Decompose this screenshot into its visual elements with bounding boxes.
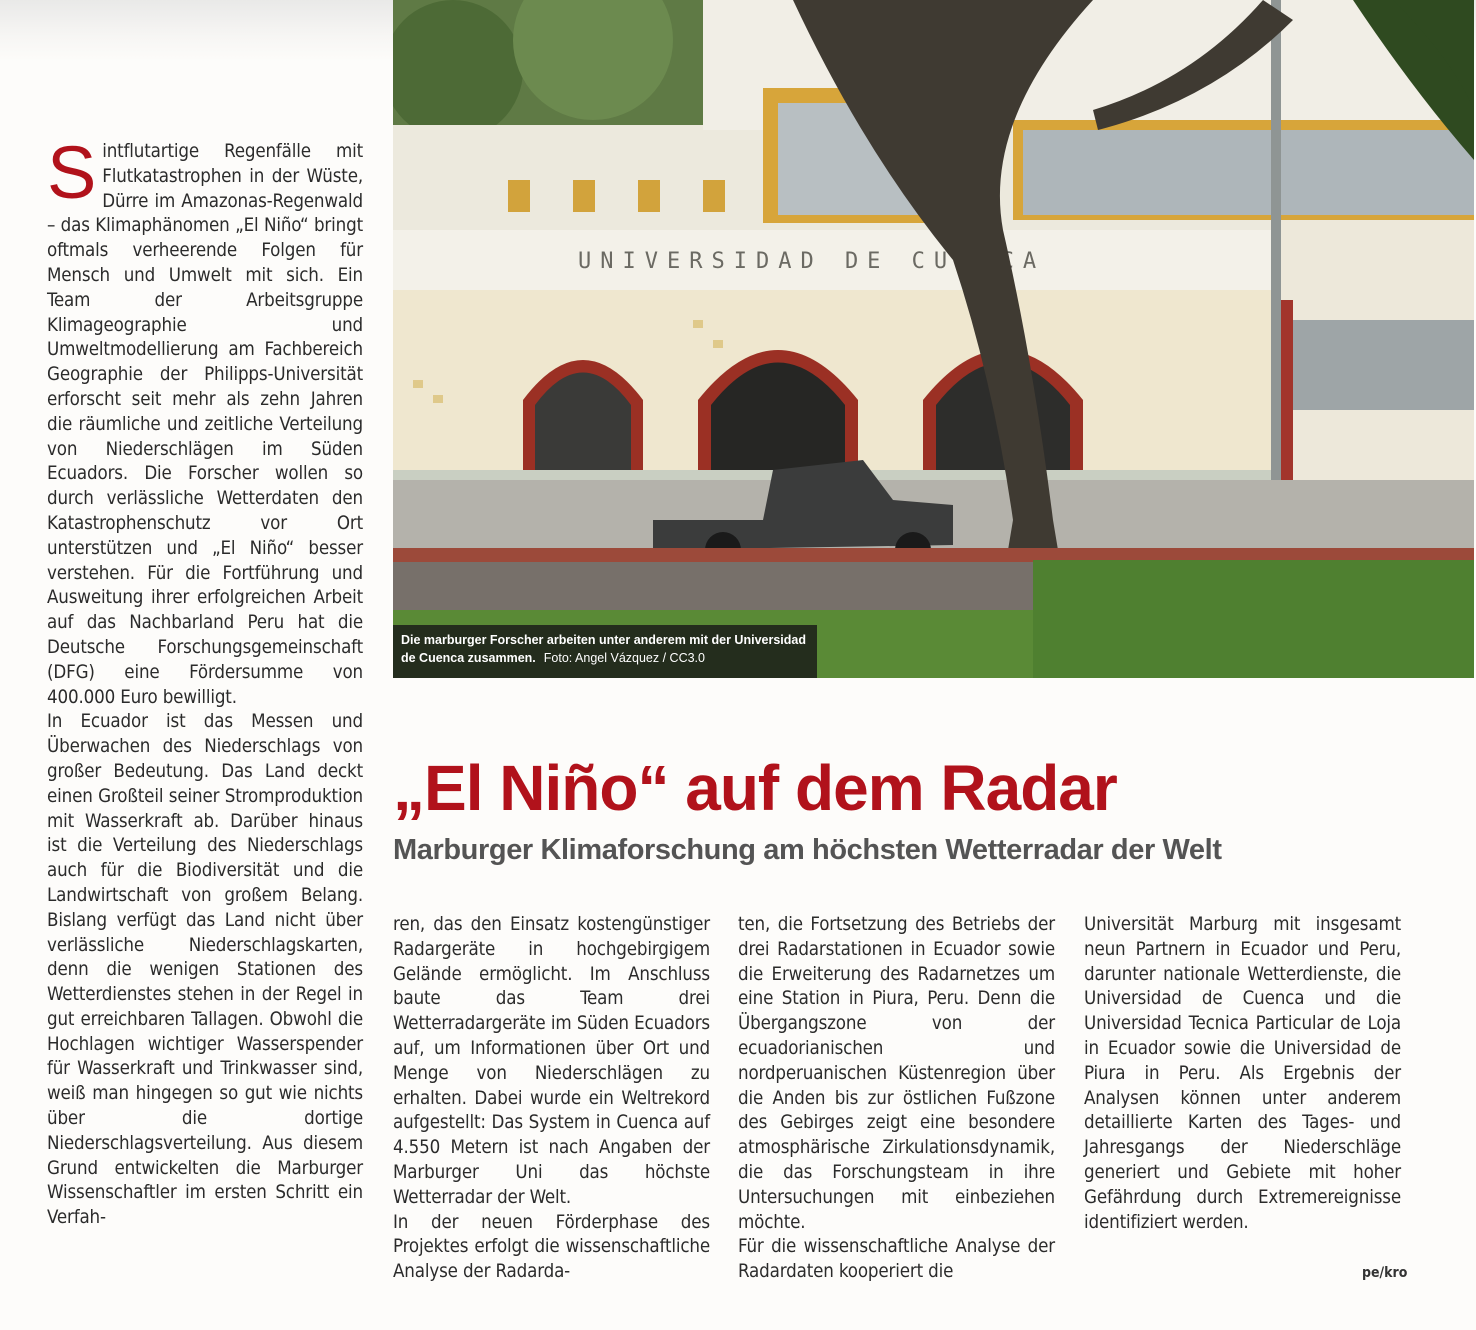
building-sign: UNIVERSIDAD DE CUENCA xyxy=(578,249,1046,274)
article-column-3 xyxy=(738,913,1055,1285)
article-photo xyxy=(393,0,1474,678)
article-column-1 xyxy=(47,131,363,1231)
paragraph: ren, das den Einsatz kostengünstiger Radargeräte in hochgebirgigem Gelände ermöglicht. Im Anschluss baute das Team drei Wetterradargeräte im Süden Ecuadors auf, um Informationen über Ort und Menge von Niederschlägen zu erhalten. Dabei wurde ein Weltrekord aufgestellt: Das System in Cuenca auf 4.550 Metern ist nach Angaben der Marburger Uni das höchste Wetterradar der Welt. xyxy=(393,914,710,1208)
paragraph: Universität Marburg mit insgesamt neun Partnern in Ecuador und Peru, darunter nationale Wetterdienste, die Universidad de Cuenca und die Universidad Tecnica Particular de Loja in Ecuador sowie die Universidad de Piura in Peru. Als Ergebnis der Analysen können unter anderem detaillierte Karten des Tages- und Jahresgangs der Niederschläge generiert und Gebiete mit hoher Gefährdung durch Extremereignisse identifiziert werden. xyxy=(1084,914,1401,1233)
author-initials: pe/kro xyxy=(1362,1265,1408,1281)
photo-caption xyxy=(393,625,817,678)
lead-paragraph xyxy=(47,131,363,710)
paragraph: In der neuen Förderphase des Projektes erfolgt die wissenschaftliche Analyse der Radarda- xyxy=(393,1211,710,1283)
paragraph: Für die wissenschaftliche Analyse der Radardaten kooperiert die xyxy=(738,1236,1055,1283)
subheadline: Marburger Klimaforschung am höchsten Wetterradar der Welt xyxy=(393,834,1222,866)
photo-credit: Foto: Angel Vázquez / CC3.0 xyxy=(543,651,705,665)
drop-cap: S xyxy=(47,131,97,214)
caption-text: Die marburger Forscher arbeiten unter anderem mit der Universidad de Cuenca zusammen. xyxy=(401,633,806,665)
headline: „El Niño“ auf dem Radar xyxy=(393,752,1117,824)
article-column-2 xyxy=(393,913,710,1285)
lead-text: intflutartige Regenfälle mit Flutkatastrophen in der Wüste, Dürre im Amazonas-Regenwald – das Klimaphänomen „El Niño“ bringt oftmals verheerende Folgen für Mensch und Umwelt mit sich. Ein Team der Arbeitsgruppe Klimageographie und Umweltmodellierung am Fachbereich Geographie der Philipps-Universität erforscht seit mehr als zehn Jahren die räumliche und zeitliche Verteilung von Niederschlägen im Süden Ecuadors. Die Forscher wollen so durch verlässliche Wetterdaten den Katastrophenschutz vor Ort unterstützen und „El Niño“ besser verstehen. Für die Fortführung und Ausweitung ihrer erfolgreichen Arbeit auf das Nachbarland Peru hat die Deutsche Forschungsgemeinschaft (DFG) eine Fördersumme von 400.000 Euro bewilligt. xyxy=(47,141,363,708)
article-column-4 xyxy=(1084,913,1401,1235)
paragraph: In Ecuador ist das Messen und Überwachen des Niederschlags von großer Bedeutung. Das Land deckt einen Großteil seiner Stromproduktion mit Wasserkraft ab. Darüber hinaus ist die Verteilung des Niederschlags auch für die Biodiversität und die Landwirtschaft von großem Belang. Bislang verfügt das Land nicht über verlässliche Niederschlagskarten, denn die wenigen Stationen des Wetterdienstes stehen in der Regel in gut erreichbaren Tallagen. Obwohl die Hochlagen wichtiger Wasserspender für Wasserkraft und Trinkwasser sind, weiß man hingegen so gut wie nichts über die dortige Niederschlagsverteilung. Aus diesem Grund entwickelten die Marburger Wissenschaftler im ersten Schritt ein Verfah- xyxy=(47,711,363,1229)
paragraph: ten, die Fortsetzung des Betriebs der drei Radarstationen in Ecuador sowie die Erweiterung des Radarnetzes um eine Station in Piura, Peru. Denn die Übergangszone von der ecuadorianischen und nordperuanischen Küstenregion über die Anden bis zur östlichen Fußzone des Gebirges zeigt eine besondere atmosphärische Zirkulationsdynamik, die das Forschungsteam in ihre Untersuchungen mit einbeziehen möchte. xyxy=(738,914,1055,1233)
